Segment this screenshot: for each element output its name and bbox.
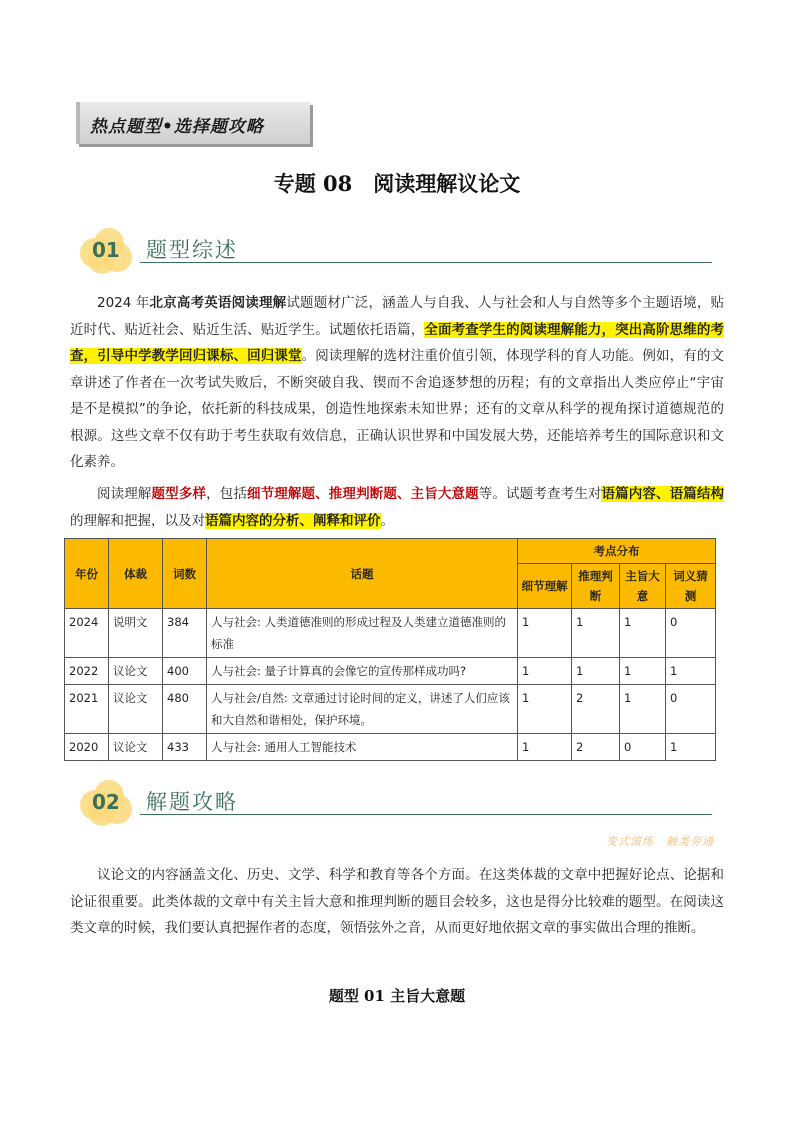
header-inference: 推理判断 [572,564,620,609]
cell-main-idea: 1 [620,658,666,685]
section-divider [140,262,712,263]
banner-text: 热点题型•选择题攻略 [90,117,264,137]
cell-main-idea: 1 [620,609,666,658]
cell-words: 384 [163,609,207,658]
cell-inference: 1 [572,658,620,685]
cell-detail: 1 [518,685,572,734]
question-types-paragraph: 阅读理解题型多样，包括细节理解题、推理判断题、主旨大意题等。试题考查考生对语篇内容、语篇结构的理解和把握，以及对语篇内容的分析、阐释和评价。 [70,486,725,529]
cell-detail: 1 [518,609,572,658]
cell-words: 400 [163,658,207,685]
header-detail: 细节理解 [518,564,572,609]
section-heading-strategy [80,780,712,826]
cell-topic: 人与社会: 量子计算真的会像它的宣传那样成功吗? [207,658,518,685]
header-genre: 体裁 [109,539,163,609]
table-row [65,658,716,685]
header-words: 词数 [163,539,207,609]
cell-inference: 1 [572,609,620,658]
exam-analysis-table [64,538,716,761]
cell-inference: 2 [572,734,620,761]
table-row [65,609,716,658]
table-row [65,734,716,761]
header-year: 年份 [65,539,109,609]
cell-year: 2021 [65,685,109,734]
section-number: 02 [92,790,120,814]
cell-year: 2022 [65,658,109,685]
section-divider [140,814,712,815]
cell-detail: 1 [518,734,572,761]
header-main-idea: 主旨大意 [620,564,666,609]
cell-genre: 议论文 [109,658,163,685]
subheading: 题型 01 主旨大意题 [328,987,466,1005]
cell-topic: 人与社会: 人类道德准则的形成过程及人类建立道德准则的标准 [207,609,518,658]
strategy-paragraph: 议论文的内容涵盖文化、历史、文学、科学和教育等各个方面。在这类体裁的文章中把握好论点、论据和论证很重要。此类体裁的文章中有关主旨大意和推理判断的题目会较多，这也是得分比较难的题型。在阅读这类文章的时候，我们要认真把握作者的态度，领悟弦外之音，从而更好地依据文章的事实做出合理的推断。 [70,867,724,936]
table-row [65,685,716,734]
cell-genre: 说明文 [109,609,163,658]
cell-main-idea: 1 [620,685,666,734]
section-label: 解题攻略 [146,790,238,814]
cell-inference: 2 [572,685,620,734]
cell-words: 433 [163,734,207,761]
cell-year: 2020 [65,734,109,761]
cell-words: 480 [163,685,207,734]
section-heading-overview [80,228,712,274]
cell-genre: 议论文 [109,734,163,761]
overview-paragraph: 2024 年北京高考英语阅读理解试题题材广泛，涵盖人与自我、人与社会和人与自然等多个主题语境，贴近时代、贴近社会、贴近生活、贴近学生。试题依托语篇，全面考查学生的阅读理解能力，突出高阶思维的考查，引导中学教学回归课标、回归课堂。阅读理解的选材注重价值引领，体现学科的育人功能。例如，有的文章讲述了作者在一次考试失败后，不断突破自我、锲而不舍追逐梦想的历程；有的文章指出人类应停止“宇宙是不是模拟”的争论，依托新的科技成果，创造性地探索未知世界；还有的文章从科学的视角探讨道德规范的根源。这些文章不仅有助于考生获取有效信息，正确认识世界和中国发展大势，还能培养考生的国际意识和文化素养。 [70,295,725,470]
cell-topic: 人与社会/自然: 文章通过讨论时间的定义，讲述了人们应该和大自然和谐相处，保护环境。 [207,685,518,734]
header-distribution: 考点分布 [518,539,716,564]
cell-topic: 人与社会: 通用人工智能技术 [207,734,518,761]
cell-genre: 议论文 [109,685,163,734]
slogan-text: 变式演练 触类旁通 [606,835,714,848]
cell-vocab: 0 [666,609,716,658]
cell-vocab: 1 [666,658,716,685]
header-vocab: 词义猜测 [666,564,716,609]
page-title: 专题 08 阅读理解议论文 [273,171,521,196]
header-banner [76,102,310,144]
cell-detail: 1 [518,658,572,685]
section-number: 01 [92,238,120,262]
cell-vocab: 0 [666,685,716,734]
cell-year: 2024 [65,609,109,658]
cell-vocab: 1 [666,734,716,761]
cell-main-idea: 0 [620,734,666,761]
section-label: 题型综述 [146,238,238,262]
header-topic: 话题 [207,539,518,609]
